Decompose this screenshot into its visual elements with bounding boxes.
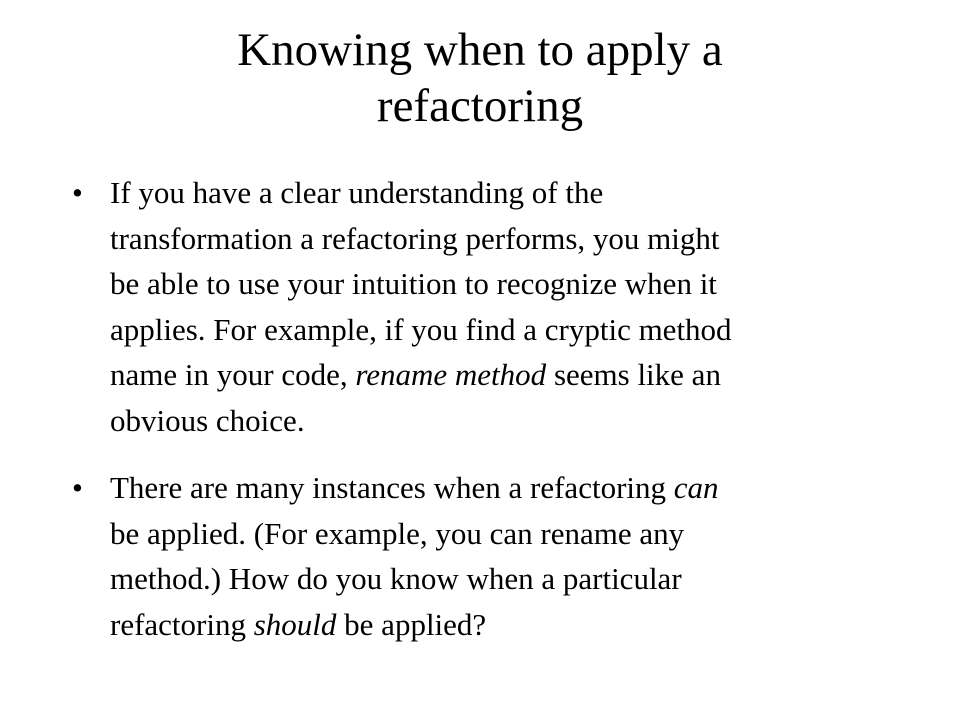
emphasized-text: rename method <box>355 357 547 392</box>
bullet-text-line <box>110 556 872 602</box>
bullet-text-line <box>110 261 872 307</box>
bullet-item <box>72 170 872 443</box>
text-segment: be able to use your intuition to recognize when it <box>110 266 717 301</box>
text-segment: applies. For example, if you find a cryptic method <box>110 311 732 347</box>
text-segment: obvious choice. <box>110 402 305 438</box>
bullet-item <box>72 465 872 647</box>
text-segment: be applied. (For example, you can rename any <box>110 515 685 551</box>
text-segment: seems like an <box>546 357 721 392</box>
text-segment: There are many instances when a refactoring <box>110 470 674 505</box>
text-segment: refactoring <box>110 606 254 642</box>
bullet-text-line <box>110 307 872 353</box>
bullet-text-line <box>110 216 872 262</box>
title-line: Knowing when to apply a <box>237 24 723 76</box>
emphasized-text: should <box>253 606 337 642</box>
bullet-list <box>72 170 872 647</box>
text-segment: transformation a refactoring performs, you might <box>110 220 720 256</box>
title-line: refactoring <box>376 80 584 132</box>
text-segment: If you have a clear understanding of the <box>110 175 604 210</box>
bullet-marker: • <box>72 470 83 505</box>
text-segment: be applied? <box>336 606 487 642</box>
text-segment: method.) How do you know when a particular <box>110 561 682 596</box>
bullet-text-line <box>110 465 872 511</box>
bullet-text-line <box>110 398 872 444</box>
text-segment: name in your code, <box>110 357 356 392</box>
slide-title <box>0 22 960 134</box>
bullet-text-line <box>110 511 872 557</box>
emphasized-text: can <box>673 470 719 505</box>
bullet-text-line <box>110 602 872 648</box>
bullet-text-line <box>110 352 872 398</box>
bullet-marker: • <box>72 175 83 210</box>
bullet-text-line <box>110 170 872 216</box>
